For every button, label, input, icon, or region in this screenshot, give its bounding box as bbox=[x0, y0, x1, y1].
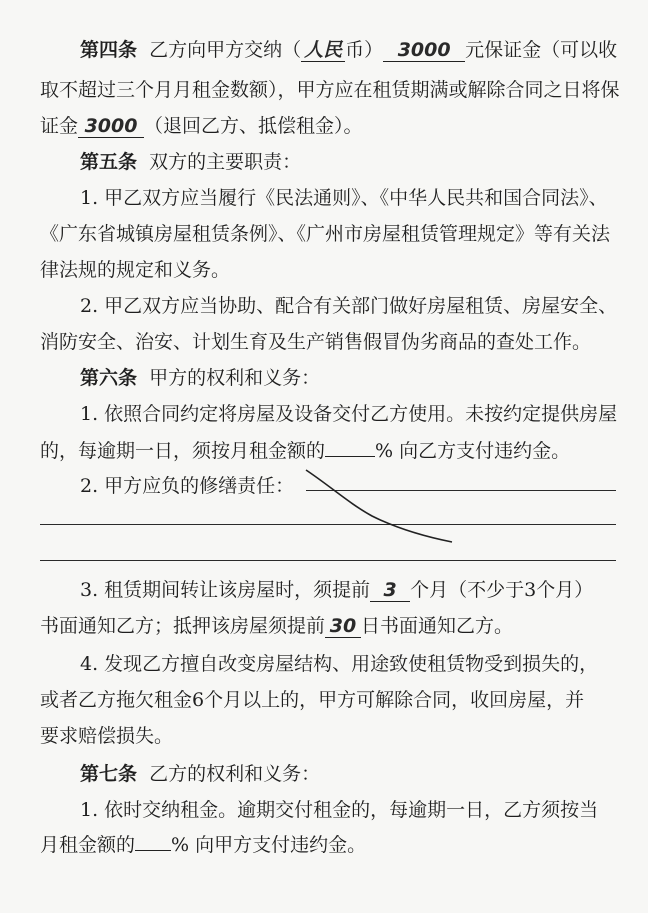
deposit-amount-handwritten-field[interactable]: 3000 bbox=[383, 39, 465, 62]
art5-p1-line2: 《广东省城镇房屋租赁条例》、《广州市房屋租赁管理规定》等有关法 bbox=[40, 223, 611, 245]
art6-p4-line3: 要求赔偿损失。 bbox=[40, 725, 174, 747]
strike-through-mark-icon bbox=[300, 464, 460, 548]
art4-text: 乙方向甲方交纳（ bbox=[149, 39, 302, 61]
art6-p1-line1: 1. 依照合同约定将房屋及设备交付乙方使用。未按约定提供房屋 bbox=[80, 403, 618, 425]
art5-p2-line1: 2. 甲乙双方应当协助、配合有关部门做好房屋租赁、房屋安全、 bbox=[80, 295, 618, 317]
art5-title-line bbox=[80, 150, 301, 174]
art6-title-line bbox=[80, 366, 320, 390]
art7-title-line bbox=[80, 762, 320, 786]
art4-line1 bbox=[80, 38, 617, 62]
art7-text: 月租金额的 bbox=[40, 834, 136, 856]
deposit-return-handwritten-field[interactable]: 3000 bbox=[78, 115, 144, 138]
art4-text: 元保证金（可以收 bbox=[465, 39, 618, 61]
art5-title: 双方的主要职责： bbox=[149, 151, 302, 173]
art7-heading: 第七条 bbox=[80, 763, 138, 785]
art6-text: % 向乙方支付违约金。 bbox=[375, 440, 571, 462]
penalty-percent-blank[interactable] bbox=[325, 438, 375, 457]
art6-text: 的，每逾期一日，须按月租金额的 bbox=[40, 440, 326, 462]
art6-heading: 第六条 bbox=[80, 367, 138, 389]
art6-text: 日书面通知乙方。 bbox=[361, 615, 514, 637]
art6-text: 3. 租赁期间转让该房屋时，须提前 bbox=[80, 579, 371, 601]
currency-handwritten-field[interactable]: 人民 bbox=[301, 39, 345, 62]
art6-p1-line2 bbox=[40, 438, 570, 463]
art6-text: 书面通知乙方；抵押该房屋须提前 bbox=[40, 615, 326, 637]
mortgage-notice-days-field[interactable]: 30 bbox=[325, 615, 361, 638]
art7-title: 乙方的权利和义务： bbox=[149, 763, 321, 785]
late-rent-percent-blank[interactable] bbox=[135, 832, 171, 851]
art4-text: （退回乙方、抵偿租金）。 bbox=[144, 115, 363, 137]
repair-blank-line-3[interactable] bbox=[40, 560, 616, 561]
art4-text: 证金 bbox=[40, 115, 79, 137]
art6-p2-label: 2. 甲方应负的修缮责任： bbox=[80, 475, 295, 497]
art7-p1-line2 bbox=[40, 832, 366, 857]
art5-p1-line3: 律法规的规定和义务。 bbox=[40, 259, 231, 281]
art6-p4-line2: 或者乙方拖欠租金6个月以上的，甲方可解除合同，收回房屋，并 bbox=[40, 689, 585, 711]
art6-p3-line2 bbox=[40, 614, 513, 638]
art6-p4-line1: 4. 发现乙方擅自改变房屋结构、用途致使租赁物受到损失的， bbox=[80, 653, 599, 675]
transfer-notice-months-field[interactable]: 3 bbox=[370, 579, 410, 602]
art6-p3-line1 bbox=[80, 578, 593, 602]
art5-heading: 第五条 bbox=[80, 151, 138, 173]
art5-p2-line2: 消防安全、治安、计划生育及生产销售假冒伪劣商品的查处工作。 bbox=[40, 331, 592, 353]
art7-p1-line1: 1. 依时交纳租金。逾期交付租金的，每逾期一日，乙方须按当 bbox=[80, 799, 599, 821]
art4-line2: 取不超过三个月月租金数额），甲方应在租赁期满或解除合同之日将保 bbox=[40, 79, 620, 101]
art5-p1-line1: 1. 甲乙双方应当履行《民法通则》、《中华人民共和国合同法》、 bbox=[80, 187, 608, 209]
art7-text: % 向甲方支付违约金。 bbox=[171, 834, 367, 856]
art6-text: 个月（不少于3个月） bbox=[410, 579, 594, 601]
art4-heading: 第四条 bbox=[80, 39, 138, 61]
art6-title: 甲方的权利和义务： bbox=[149, 367, 321, 389]
art4-text: 币） bbox=[345, 39, 384, 61]
art4-line3 bbox=[40, 114, 363, 138]
